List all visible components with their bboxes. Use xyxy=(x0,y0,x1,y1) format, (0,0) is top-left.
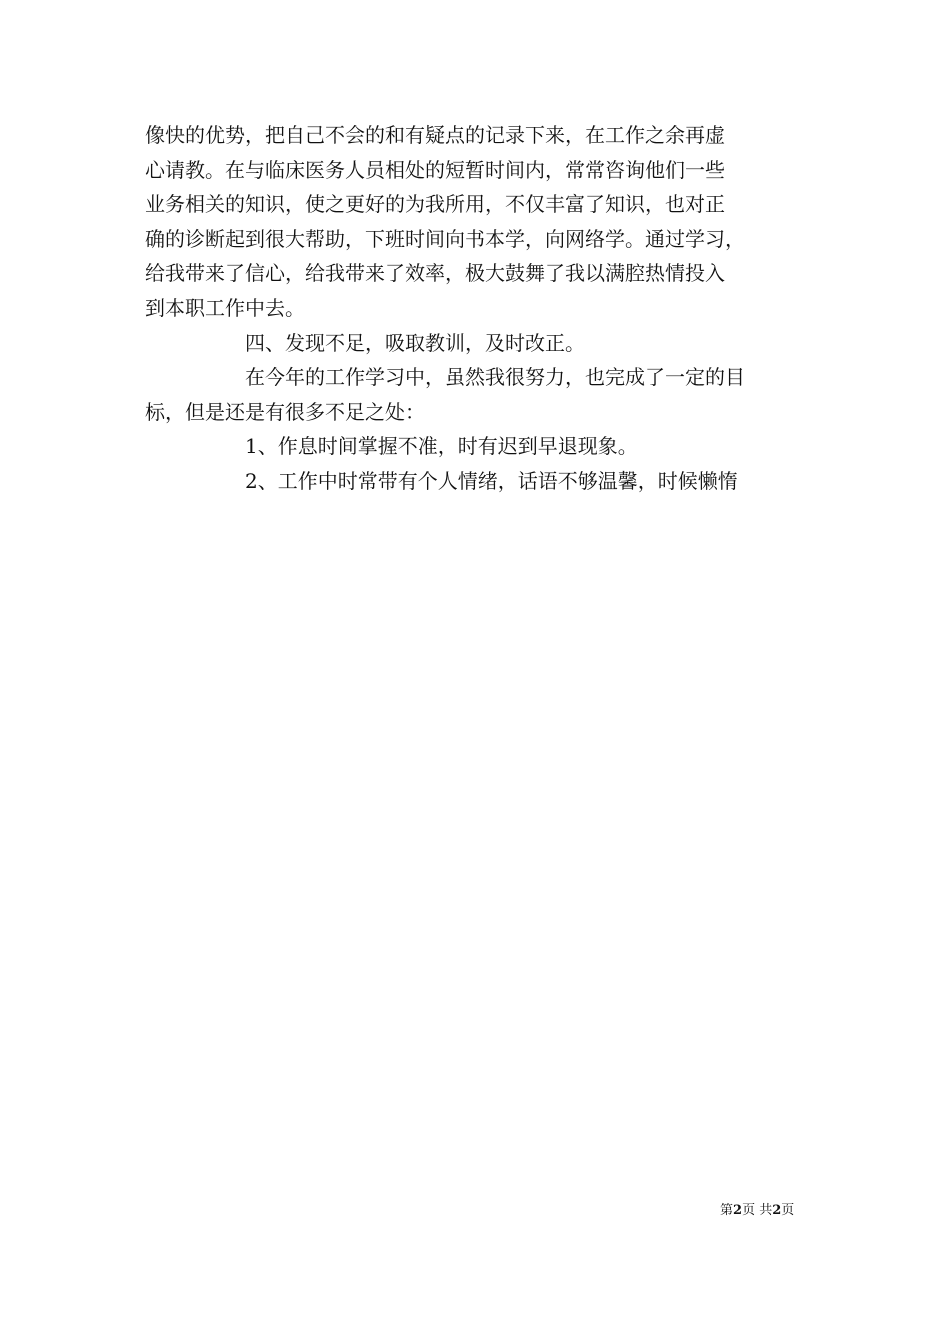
footer-middle: 页 共 xyxy=(742,1203,773,1218)
body-line-9: 标，但是还是有很多不足之处： xyxy=(145,399,425,424)
section-heading-4: 四、发现不足，吸取教训，及时改正。 xyxy=(245,330,585,355)
body-line-8: 在今年的工作学习中，虽然我很努力，也完成了一定的目 xyxy=(245,365,745,390)
body-line-3: 业务相关的知识，使之更好的为我所用，不仅丰富了知识，也对正 xyxy=(145,192,725,217)
body-line-2: 心请教。在与临床医务人员相处的短暂时间内，常常咨询他们一些 xyxy=(145,157,725,182)
footer-suffix: 页 xyxy=(781,1203,795,1218)
body-line-5: 给我带来了信心，给我带来了效率，极大鼓舞了我以满腔热情投入 xyxy=(145,261,725,286)
footer-current-page: 2 xyxy=(733,1203,743,1218)
document-body xyxy=(145,118,815,499)
body-line-4: 确的诊断起到很大帮助，下班时间向书本学，向网络学。通过学习， xyxy=(145,226,745,251)
list-item-2: 2、工作中时常带有个人情绪，话语不够温馨，时候懒惰 xyxy=(245,468,738,493)
footer-prefix: 第 xyxy=(720,1203,734,1218)
page-footer xyxy=(720,1201,794,1221)
body-line-6: 到本职工作中去。 xyxy=(145,295,305,320)
list-item-1: 1、作息时间掌握不准，时有迟到早退现象。 xyxy=(245,434,638,459)
footer-total-pages: 2 xyxy=(772,1203,782,1218)
body-line-1: 像快的优势，把自己不会的和有疑点的记录下来，在工作之余再虚 xyxy=(145,123,725,147)
